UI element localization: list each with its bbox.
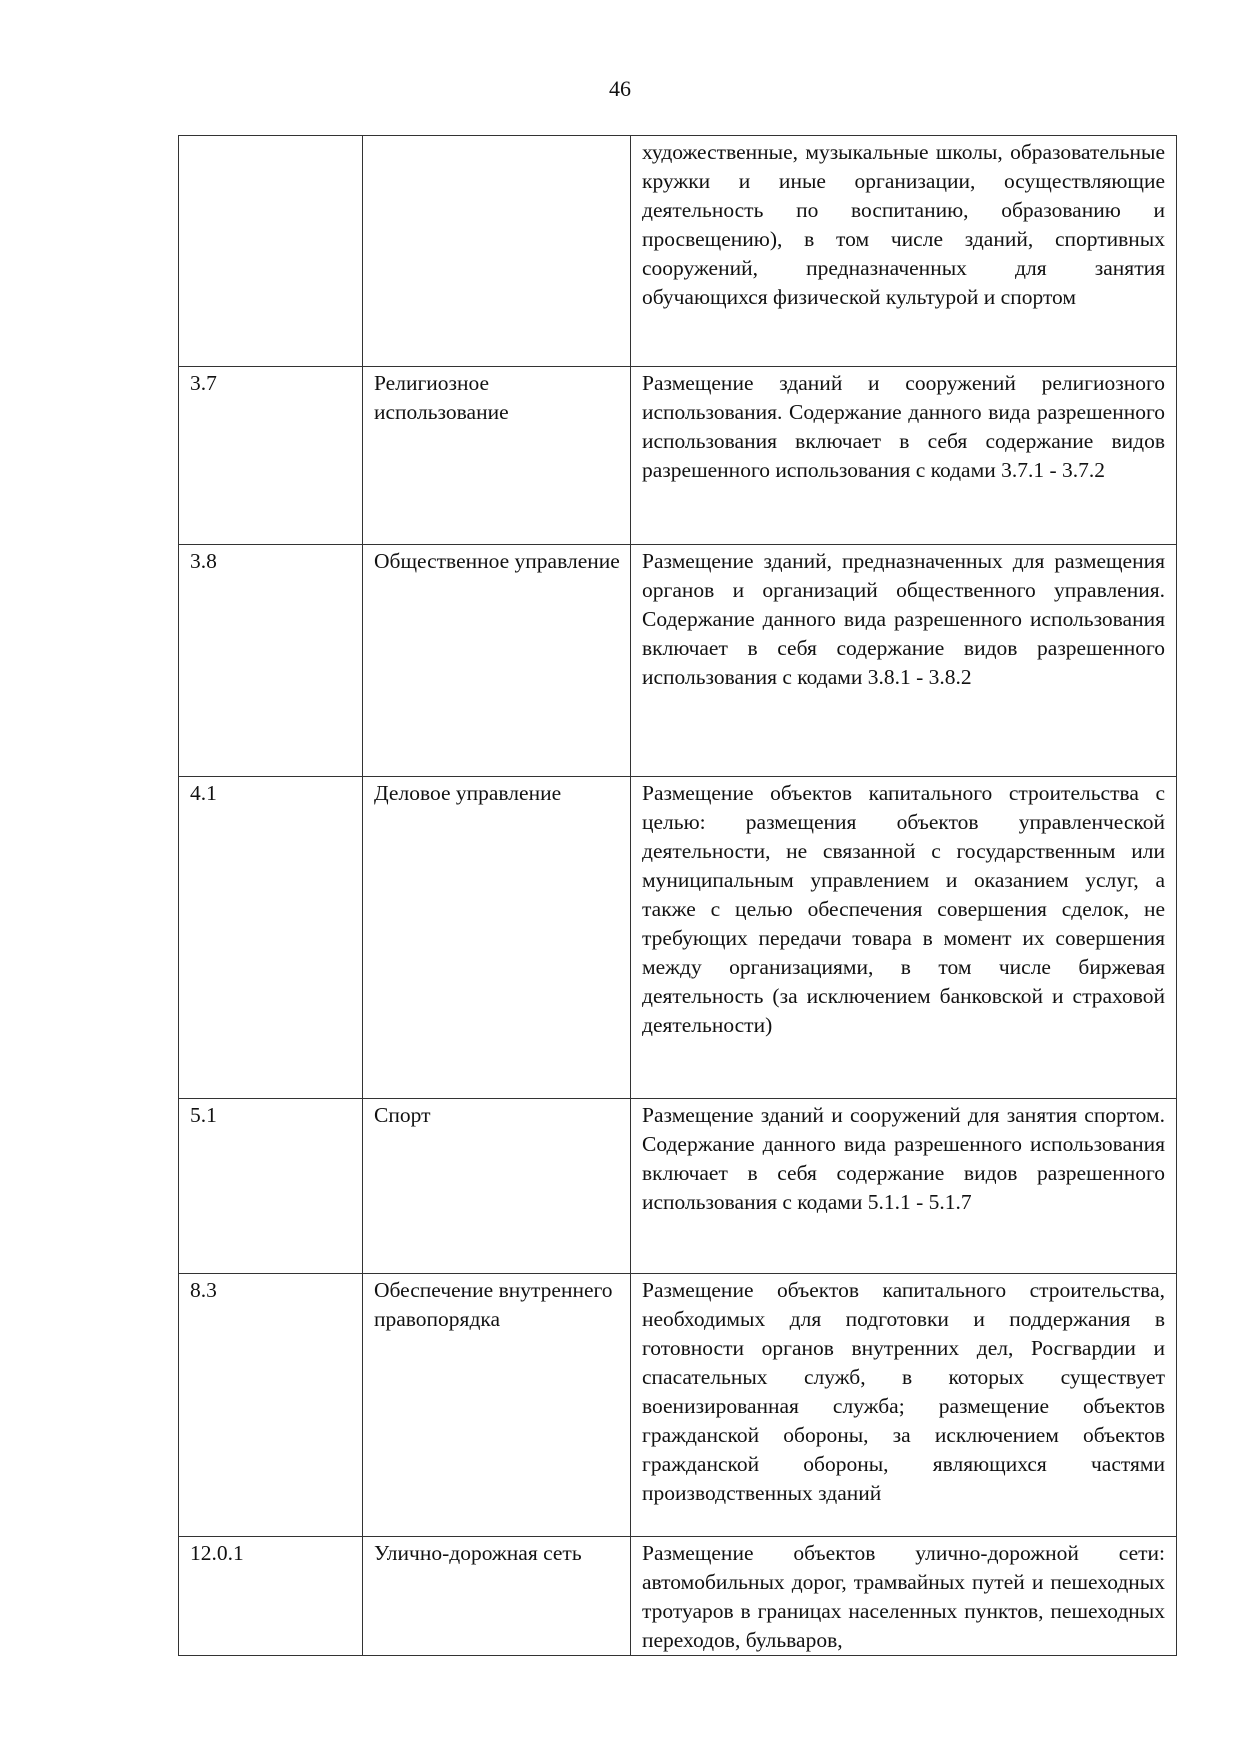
description-cell: Размещение зданий и сооружений для занятия спортом. Содержание данного вида разрешенного использования включает в себя содержание видов разрешенного использования с кодами 5.1.1 - 5.1.7 bbox=[631, 1099, 1177, 1274]
land-use-table bbox=[178, 135, 1177, 1656]
table-row bbox=[179, 136, 1177, 367]
table-row bbox=[179, 1099, 1177, 1274]
code-cell bbox=[179, 136, 363, 367]
name-cell bbox=[363, 136, 631, 367]
description-cell: Размещение зданий, предназначенных для размещения органов и организаций общественного управления. Содержание данного вида разрешенного использования включает в себя содержание видов разрешенного использования с кодами 3.8.1 - 3.8.2 bbox=[631, 545, 1177, 777]
description-cell: художественные, музыкальные школы, образовательные кружки и иные организации, осуществляющие деятельность по воспитанию, образованию и просвещению), в том числе зданий, спортивных сооружений, предназначенных для занятия обучающихся физической культурой и спортом bbox=[631, 136, 1177, 367]
name-cell: Общественное управление bbox=[363, 545, 631, 777]
code-cell: 3.7 bbox=[179, 367, 363, 545]
table-row bbox=[179, 545, 1177, 777]
code-cell: 4.1 bbox=[179, 777, 363, 1099]
code-cell: 3.8 bbox=[179, 545, 363, 777]
code-cell: 12.0.1 bbox=[179, 1537, 363, 1656]
table-row bbox=[179, 1274, 1177, 1537]
name-cell: Улично-дорожная сеть bbox=[363, 1537, 631, 1656]
name-cell: Спорт bbox=[363, 1099, 631, 1274]
name-cell: Обеспечение внутреннего правопорядка bbox=[363, 1274, 631, 1537]
description-cell: Размещение объектов улично-дорожной сети: автомобильных дорог, трамвайных путей и пешеходных тротуаров в границах населенных пунктов, пешеходных переходов, бульваров, bbox=[631, 1537, 1177, 1656]
description-cell: Размещение объектов капитального строительства с целью: размещения объектов управленческой деятельности, не связанной с государственным или муниципальным управлением и оказанием услуг, а также с целью обеспечения совершения сделок, не требующих передачи товара в момент их совершения между организациями, в том числе биржевая деятельность (за исключением банковской и страховой деятельности) bbox=[631, 777, 1177, 1099]
name-cell: Деловое управление bbox=[363, 777, 631, 1099]
code-cell: 8.3 bbox=[179, 1274, 363, 1537]
table-row bbox=[179, 367, 1177, 545]
code-cell: 5.1 bbox=[179, 1099, 363, 1274]
description-cell: Размещение объектов капитального строительства, необходимых для подготовки и поддержания в готовности органов внутренних дел, Росгвардии и спасательных служб, в которых существует военизированная служба; размещение объектов гражданской обороны, за исключением объектов гражданской обороны, являющихся частями производственных зданий bbox=[631, 1274, 1177, 1537]
description-cell: Размещение зданий и сооружений религиозного использования. Содержание данного вида разрешенного использования включает в себя содержание видов разрешенного использования с кодами 3.7.1 - 3.7.2 bbox=[631, 367, 1177, 545]
name-cell: Религиозное использование bbox=[363, 367, 631, 545]
page-number: 46 bbox=[609, 76, 631, 101]
table-row bbox=[179, 777, 1177, 1099]
table-row bbox=[179, 1537, 1177, 1656]
